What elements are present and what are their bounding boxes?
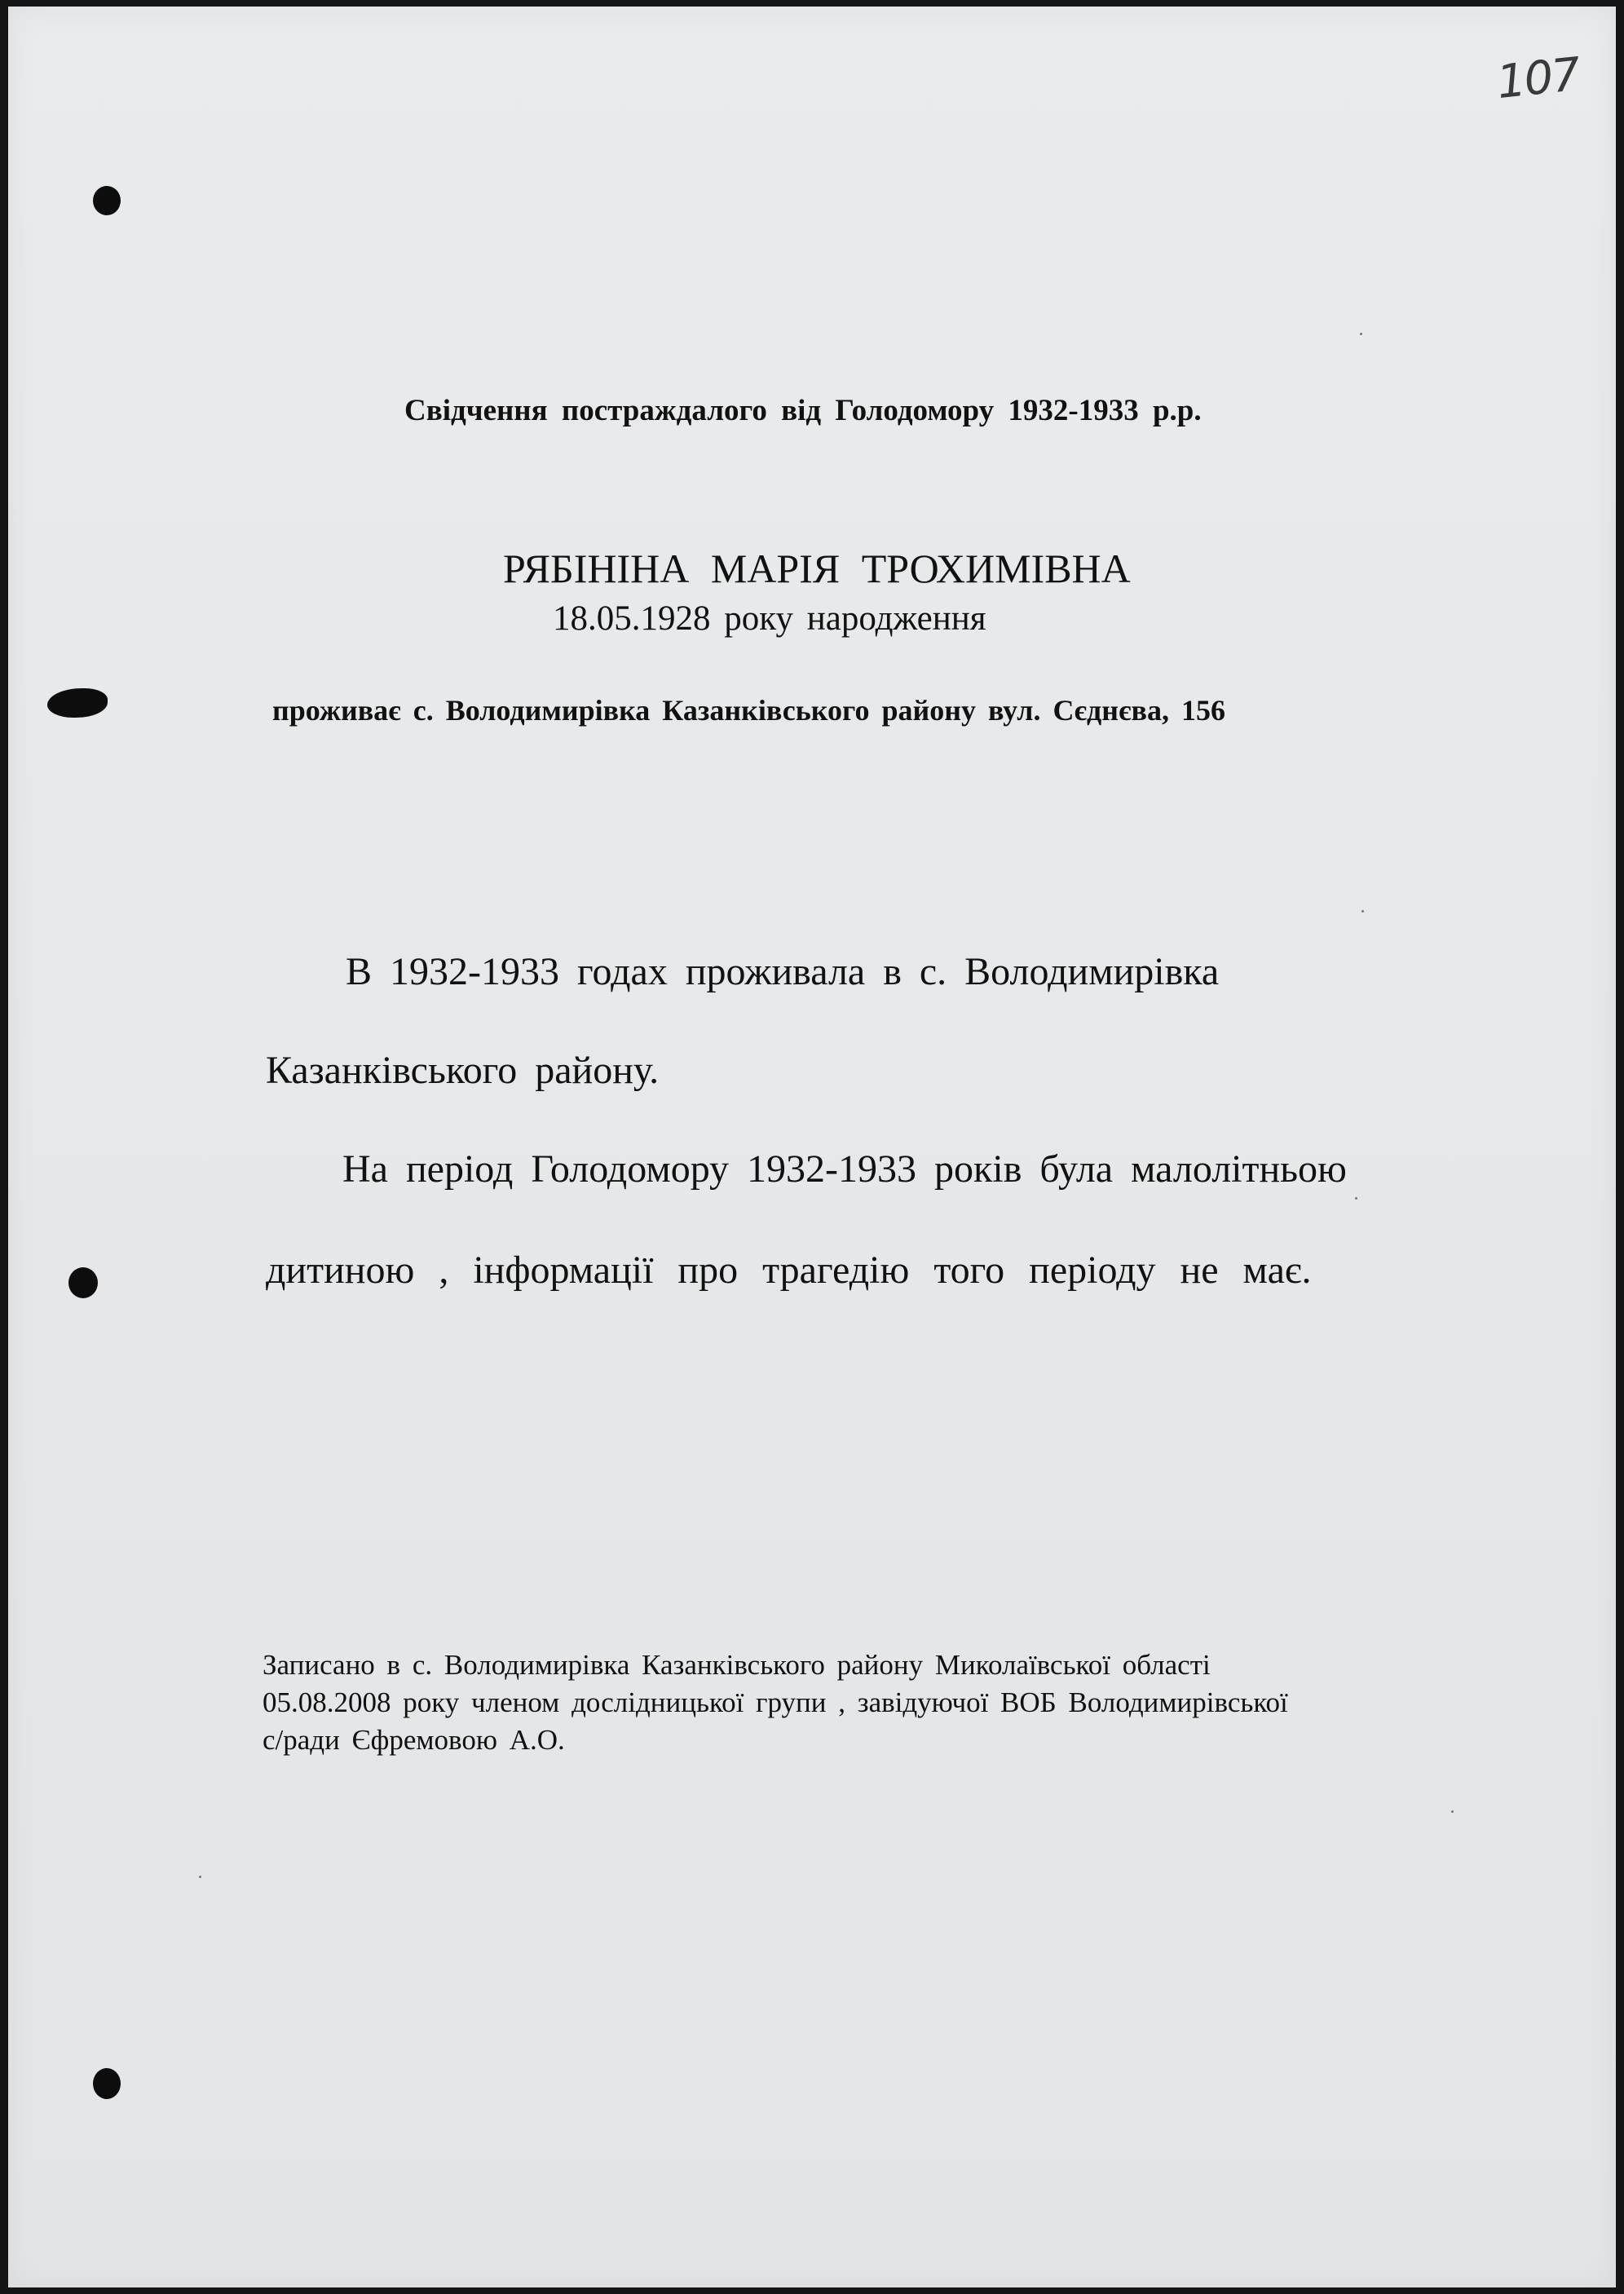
recording-note-line: 05.08.2008 року членом дослідницької групи , завідуючої ВОБ Володимирівської xyxy=(263,1686,1288,1718)
testimony-line: На період Голодомору 1932-1933 років була малолітньою xyxy=(342,1147,1347,1191)
punch-hole-2 xyxy=(47,688,108,718)
recording-note-line: с/ради Єфремовою А.О. xyxy=(263,1724,565,1756)
paper-speck xyxy=(1360,333,1362,335)
document-title: Свідчення постраждалого від Голодомору 1932-1933 р.р. xyxy=(404,394,1202,427)
residence-address: проживає с. Володимирівка Казанківського району вул. Сєднєва, 156 xyxy=(272,694,1225,727)
paper-speck xyxy=(1355,1197,1357,1200)
birth-date: 18.05.1928 року народження xyxy=(553,599,986,638)
punch-hole-4 xyxy=(93,2068,121,2099)
punch-hole-1 xyxy=(93,186,121,215)
testimony-line: Казанківського району. xyxy=(266,1049,660,1092)
document-page xyxy=(8,7,1616,2287)
recording-note-line: Записано в с. Володимирівка Казанківського району Миколаївської області xyxy=(263,1649,1211,1681)
witness-name: РЯБІНІНА МАРІЯ ТРОХИМІВНА xyxy=(503,546,1131,591)
paper-speck xyxy=(199,1876,201,1878)
paper-speck xyxy=(1361,910,1364,913)
testimony-line: В 1932-1933 годах проживала в с. Володимирівка xyxy=(346,950,1220,993)
punch-hole-3 xyxy=(68,1267,98,1298)
paper-speck xyxy=(1451,1810,1454,1813)
testimony-line: дитиною , інформації про трагедію того періоду не має. xyxy=(266,1249,1312,1292)
handwritten-page-number: 107 xyxy=(1494,47,1582,110)
